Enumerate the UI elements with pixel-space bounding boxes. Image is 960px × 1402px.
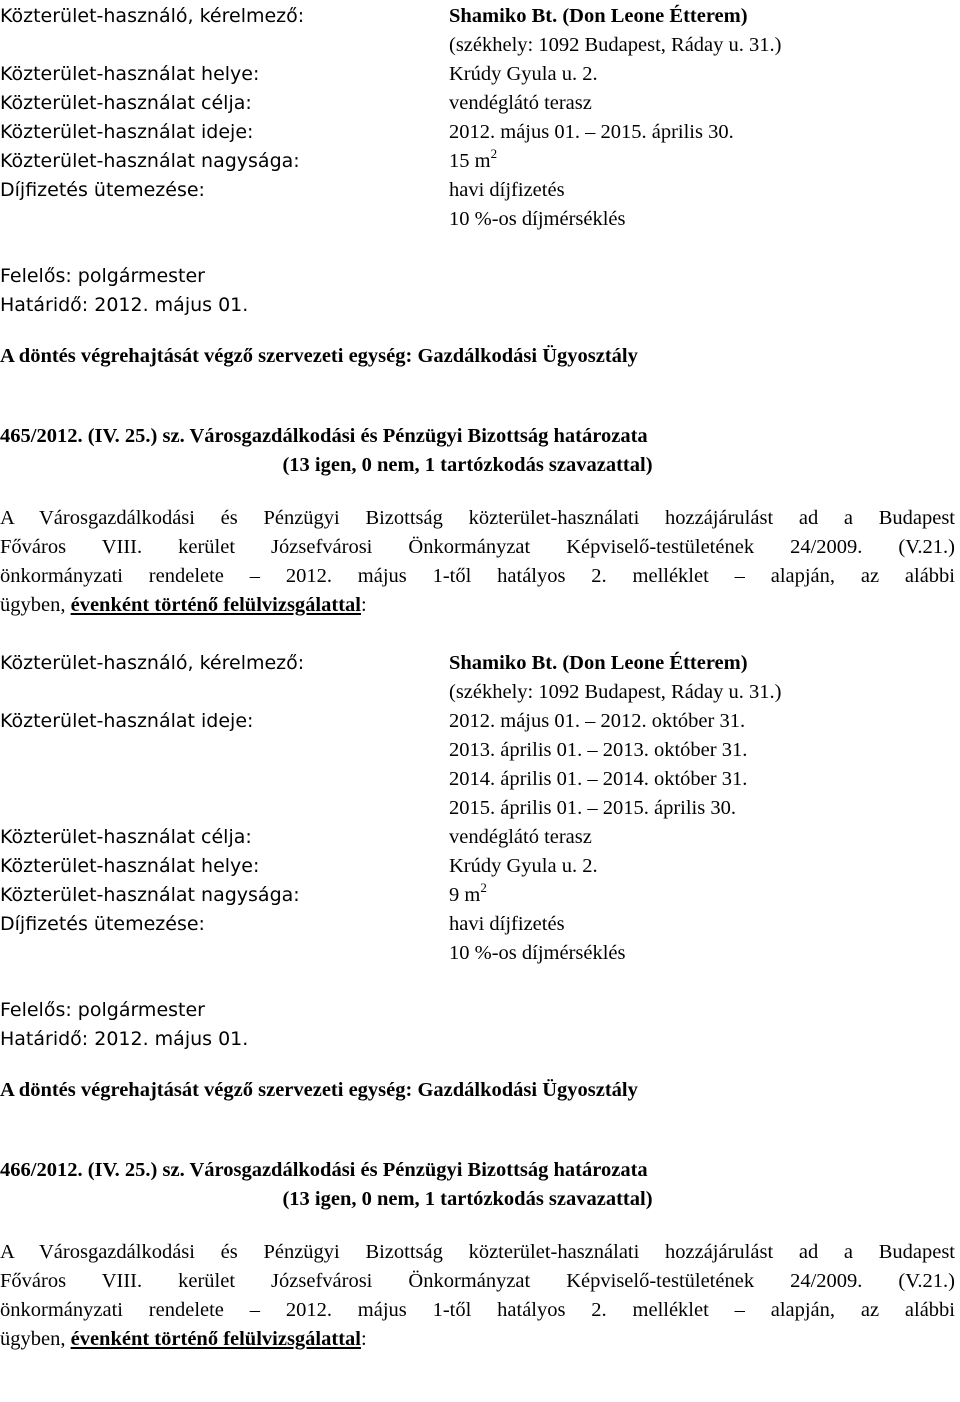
resolution-465-line-4 <box>0 591 955 620</box>
place-label-2: Közterület-használat helye: <box>0 855 260 877</box>
resolution-466-vote: (13 igen, 0 nem, 1 tartózkodás szavazattal) <box>282 1188 653 1210</box>
deadline-row <box>0 291 955 320</box>
resolution-465-vote: (13 igen, 0 nem, 1 tartózkodás szavazattal) <box>282 454 653 476</box>
discount-row-2 <box>0 939 955 968</box>
purpose-row-2 <box>0 823 955 852</box>
applicant-name-2: Shamiko Bt. (Don Leone Étterem) <box>449 652 748 674</box>
place-value: Krúdy Gyula u. 2. <box>449 63 598 85</box>
size-value-2 <box>449 881 487 910</box>
place-row-2 <box>0 852 955 881</box>
applicant-row-2 <box>0 649 955 678</box>
resolution-466-title-row <box>0 1156 955 1185</box>
applicant-seat: (székhely: 1092 Budapest, Ráday u. 31.) <box>449 34 782 56</box>
fee-label-2: Díjfizetés ütemezése: <box>0 913 205 935</box>
purpose-value: vendéglátó terasz <box>449 92 592 114</box>
purpose-value-2: vendéglátó terasz <box>449 826 592 848</box>
applicant-row <box>0 2 955 31</box>
size-row-2 <box>0 881 955 910</box>
discount-row <box>0 205 955 234</box>
executor-row <box>0 342 955 371</box>
resolution-466-line-3: önkormányzati rendelete – 2012. május 1-től hatályos 2. melléklet – alapján, az alábbi <box>0 1299 955 1321</box>
executor-text-2: A döntés végrehajtását végző szervezeti egység: Gazdálkodási Ügyosztály <box>0 1079 638 1101</box>
purpose-label: Közterület-használat célja: <box>0 92 252 114</box>
applicant-label-2: Közterület-használó, kérelmező: <box>0 652 305 674</box>
applicant-label: Közterület-használó, kérelmező: <box>0 5 305 27</box>
period-row-2-4 <box>0 794 955 823</box>
size-value <box>449 147 497 176</box>
executor-text: A döntés végrehajtását végző szervezeti egység: Gazdálkodási Ügyosztály <box>0 345 638 367</box>
resolution-465-body <box>0 504 955 620</box>
place-value-2: Krúdy Gyula u. 2. <box>449 855 598 877</box>
resolution-465-title: 465/2012. (IV. 25.) sz. Városgazdálkodási és Pénzügyi Bizottság határozata <box>0 425 648 447</box>
resolution-465-line-2: Főváros VIII. kerület Józsefvárosi Önkormányzat Képviselő-testületének 24/2009. (V.21.) <box>0 536 955 558</box>
deadline-text: Határidő: 2012. május 01. <box>0 294 249 316</box>
executor-row-2 <box>0 1076 955 1105</box>
period-value-2-3: 2014. április 01. – 2014. október 31. <box>449 768 748 790</box>
resolution-465-vote-row <box>0 451 955 480</box>
discount-value: 10 %-os díjmérséklés <box>449 208 626 230</box>
period-row <box>0 118 955 147</box>
resolution-465-line-1: A Városgazdálkodási és Pénzügyi Bizottság közterület-használati hozzájárulást ad a Budapest <box>0 507 955 529</box>
place-label: Közterület-használat helye: <box>0 63 260 85</box>
fee-value: havi díjfizetés <box>449 179 565 201</box>
applicant-seat-row <box>0 31 955 60</box>
responsible-text: Felelős: polgármester <box>0 265 205 287</box>
resolution-466-line-4-prefix: ügyben, <box>0 1328 66 1350</box>
fee-row-2 <box>0 910 955 939</box>
resolution-465-line-4-prefix: ügyben, <box>0 594 66 616</box>
resolution-466-line-4 <box>0 1325 955 1354</box>
period-row-2 <box>0 707 955 736</box>
resolution-466-line-4-suffix: : <box>360 1328 367 1350</box>
size-number: 15 m <box>449 150 491 172</box>
responsible-row <box>0 262 955 291</box>
size-unit-superscript: 2 <box>490 146 498 161</box>
resolution-466-line-2: Főváros VIII. kerület Józsefvárosi Önkormányzat Képviselő-testületének 24/2009. (V.21.) <box>0 1270 955 1292</box>
size-label-2: Közterület-használat nagysága: <box>0 884 300 906</box>
resolution-465-line-3: önkormányzati rendelete – 2012. május 1-től hatályos 2. melléklet – alapján, az alábbi <box>0 565 955 587</box>
resolution-465-line-4-suffix: : <box>360 594 367 616</box>
period-row-2-2 <box>0 736 955 765</box>
deadline-row-2 <box>0 1025 955 1054</box>
period-label: Közterület-használat ideje: <box>0 121 254 143</box>
responsible-row-2 <box>0 996 955 1025</box>
discount-value-2: 10 %-os díjmérséklés <box>449 942 626 964</box>
resolution-466-underlined: évenként történő felülvizsgálattal <box>70 1328 361 1350</box>
resolution-465-underlined: évenként történő felülvizsgálattal <box>70 594 361 616</box>
responsible-text-2: Felelős: polgármester <box>0 999 205 1021</box>
size-unit-superscript-2: 2 <box>480 880 487 895</box>
purpose-row <box>0 89 955 118</box>
size-label: Közterület-használat nagysága: <box>0 150 300 172</box>
deadline-text-2: Határidő: 2012. május 01. <box>0 1028 249 1050</box>
period-value: 2012. május 01. – 2015. április 30. <box>449 121 734 143</box>
size-row <box>0 147 955 176</box>
period-value-2-1: 2012. május 01. – 2012. október 31. <box>449 710 746 732</box>
resolution-466-line-1: A Városgazdálkodási és Pénzügyi Bizottság közterület-használati hozzájárulást ad a Budapest <box>0 1241 955 1263</box>
resolution-466-vote-row <box>0 1185 955 1214</box>
applicant-seat-row-2 <box>0 678 955 707</box>
size-number-2: 9 m <box>449 884 481 906</box>
applicant-name: Shamiko Bt. (Don Leone Étterem) <box>449 5 748 27</box>
applicant-seat-2: (székhely: 1092 Budapest, Ráday u. 31.) <box>449 681 782 703</box>
fee-label: Díjfizetés ütemezése: <box>0 179 205 201</box>
fee-row <box>0 176 955 205</box>
period-row-2-3 <box>0 765 955 794</box>
resolution-466-body <box>0 1238 955 1354</box>
period-value-2-2: 2013. április 01. – 2013. október 31. <box>449 739 748 761</box>
purpose-label-2: Közterület-használat célja: <box>0 826 252 848</box>
period-label-2: Közterület-használat ideje: <box>0 710 254 732</box>
period-value-2-4: 2015. április 01. – 2015. április 30. <box>449 797 736 819</box>
place-row <box>0 60 955 89</box>
resolution-466-title: 466/2012. (IV. 25.) sz. Városgazdálkodási és Pénzügyi Bizottság határozata <box>0 1159 648 1181</box>
fee-value-2: havi díjfizetés <box>449 913 565 935</box>
resolution-465-title-row <box>0 422 955 451</box>
